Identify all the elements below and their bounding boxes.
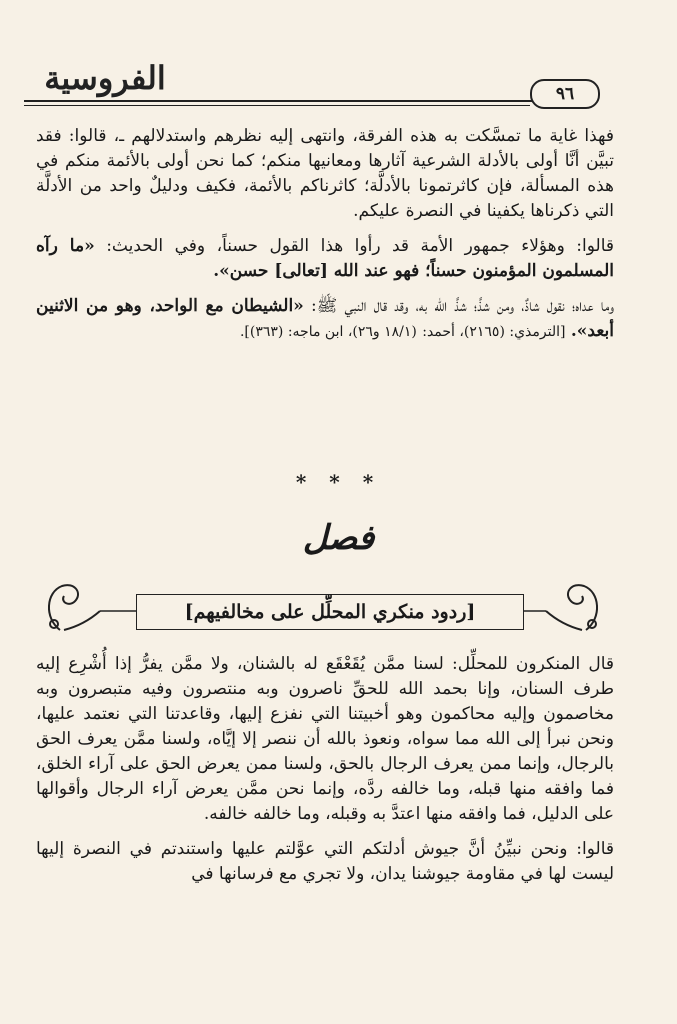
page-number: ٩٦ <box>530 79 600 109</box>
chapter-heading: فصل <box>302 518 375 558</box>
citation-cont: (١٨/١ و٢٦)، ابن ماجه: (٣٦٣)]. <box>239 324 417 340</box>
hadith-quote-2: «الشيطان مع الواحد، وهو من الاثنين أبعد». <box>36 296 614 341</box>
paragraph-2: قالوا: وهؤلاء جمهور الأمة قد رأوا هذا القول حسناً، وفي الحديث: «ما رآه المسلمون المؤمنون حسناً؛ فهو عند الله [تعالى] حسن». <box>36 236 615 281</box>
header-rule-thin <box>24 105 530 106</box>
paragraph-3: وما عداه؛ نقول شاذٌ، ومن شذَّ؛ شذَّ الله به، وقد قال النبي ﷺ: «الشيطان مع الواحد، وهو من الاثنين أبعد». [الترمذي: (٢١٦٥)، أحمد: (١٨/١ و٢٦)، ابن ماجه: (٣٦٣)]. <box>36 296 615 341</box>
section-2 <box>36 652 614 897</box>
hadith-quote-1: «ما رآه المسلمون المؤمنون حسناً؛ فهو عند الله [تعالى] حسن». <box>36 236 614 281</box>
section-title: [ردود منكري المحلِّل على مخالفيهم] <box>136 594 524 630</box>
section-title-frame <box>40 578 606 636</box>
paragraph-1: فهذا غاية ما تمسَّكت به هذه الفرقة، وانتهى إليه نظرهم واستدلالهم ـ، قالوا: فقد تبيَّن أنَّا أولى بالأدلة الشرعية آثارها ومعانيها منكم؛ كما نحن أولى بالأئمة منكم في هذه المسألة، فإن كاثرتمونا بالأدلَّة؛ كاثرناكم بالأئمة، فكيف ودليلٌ واحد من الأدلَّة التي ذكرناها يكفينا في النصرة عليكم. <box>36 126 615 221</box>
book-title-logo: الفروسية <box>44 59 166 97</box>
section-1 <box>36 124 614 355</box>
paragraph-5: قالوا: ونحن نبيِّنُ أنَّ جيوش أدلتكم التي عوَّلتم عليها واستندتم في النصرة إليها ليست لها في مقاومة جيوشنا يدان، ولا تجري مع فرسانها في <box>36 839 614 884</box>
header-rule <box>24 100 594 102</box>
separator-stars: * * * <box>295 470 382 494</box>
paragraph-4: قال المنكرون للمحلِّل: لسنا ممَّن يُقَعْقَع له بالشنان، ولا ممَّن يفرُّ إذا أُشْرِع إليه طرف السنان، وإنا بحمد الله للحقِّ ناصرون وبه منتصرون وفيه متبصرون وبه مخاصمون وإليه محاكمون وهو أخبيتنا التي نفزع إليها، وقاعدتنا التي نعتمد عليها، ونحن نبرأ إلى الله مما سواه، ونعوذ بالله أن ننصر إلا إيَّاه، ولسنا ممَّن يعرف الحق بالرجال، وإنما ممن يعرف الرجال بالحق، ولسنا ممن يعرض الحق على آراء الخلق، فما وافقه منها قبله، وما خالفه ردَّه، وإنما نحن ممَّن يعرض آراء الرجال وأقوالها على الدليل، فما وافقه منها اعتدَّ به وقبله، وما خالفه خالفه. <box>36 654 615 824</box>
citation: [الترمذي: (٢١٦٥)، أحمد: <box>422 324 566 340</box>
